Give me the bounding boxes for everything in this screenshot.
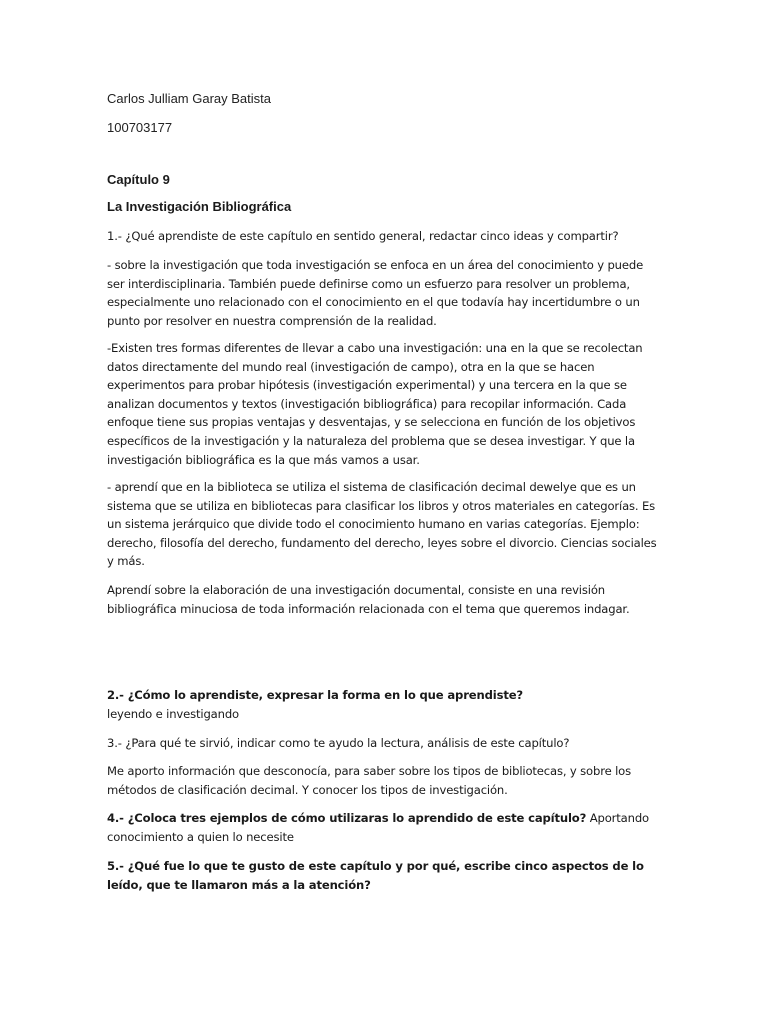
student-id: 100703177: [107, 120, 173, 135]
question-3: 3.- ¿Para qué te sirvió, indicar como te ayudo la lectura, análisis de este capítulo?: [107, 736, 570, 750]
answer-1-paragraph-3: - aprendí que en la biblioteca se utiliza el sistema de clasificación decimal dewelye que es un sistema que se utiliza en bibliotecas para clasificar los libros y otros materiales en categorías. Es un sistema jerárquico que divide todo el conocimiento humano en varias categorías. Ejemplo: derecho, filosofía del derecho, fundamento del derecho, leyes sobre el divorcio. Ciencias sociales y más.: [107, 480, 657, 569]
answer-4: Aportando conocimiento a quien lo necesite: [107, 811, 649, 844]
question-5: 5.- ¿Qué fue lo que te gusto de este capítulo y por qué, escribe cinco aspectos de lo leído, que te llamaron más a la atención?: [107, 859, 644, 892]
author-name: Carlos Julliam Garay Batista: [107, 91, 271, 106]
answer-3: Me aporto información que desconocía, para saber sobre los tipos de bibliotecas, y sobre los métodos de clasificación decimal. Y conocer los tipos de investigación.: [107, 764, 631, 797]
answer-1-paragraph-1: - sobre la investigación que toda investigación se enfoca en un área del conocimiento y puede ser interdisciplinaria. También puede definirse como un esfuerzo para resolver un problema, especialmente uno relacionado con el conocimiento en el que todavía hay incertidumbre o un punto por resolver en nuestra comprensión de la realidad.: [107, 258, 644, 328]
answer-1-paragraph-4: Aprendí sobre la elaboración de una investigación documental, consiste en una revisión bibliográfica minuciosa de toda información relacionada con el tema que queremos indagar.: [107, 583, 630, 616]
question-2: 2.- ¿Cómo lo aprendiste, expresar la forma en lo que aprendiste?: [107, 688, 523, 702]
question-1: 1.- ¿Qué aprendiste de este capítulo en sentido general, redactar cinco ideas y compartir?: [107, 229, 619, 243]
answer-2: leyendo e investigando: [107, 706, 239, 721]
answer-1-paragraph-2: -Existen tres formas diferentes de llevar a cabo una investigación: una en la que se recolectan datos directamente del mundo real (investigación de campo), otra en la que se hacen experimentos para probar hipótesis (investigación experimental) y una tercera en la que se analizan documentos y textos (investigación bibliográfica) para recopilar información. Cada enfoque tiene sus propias ventajas y desventajas, y se selecciona en función de los objetivos específicos de la investigación y la naturaleza del problema que se desea investigar. Y que la investigación bibliográfica es la que más vamos a usar.: [107, 341, 643, 467]
question-4: 4.- ¿Coloca tres ejemplos de cómo utilizaras lo aprendido de este capítulo?: [107, 811, 587, 825]
question-2-block: [107, 686, 663, 723]
question-4-block: [107, 809, 663, 846]
chapter-label: Capítulo 9: [107, 172, 170, 187]
chapter-title: La Investigación Bibliográfica: [107, 199, 292, 214]
